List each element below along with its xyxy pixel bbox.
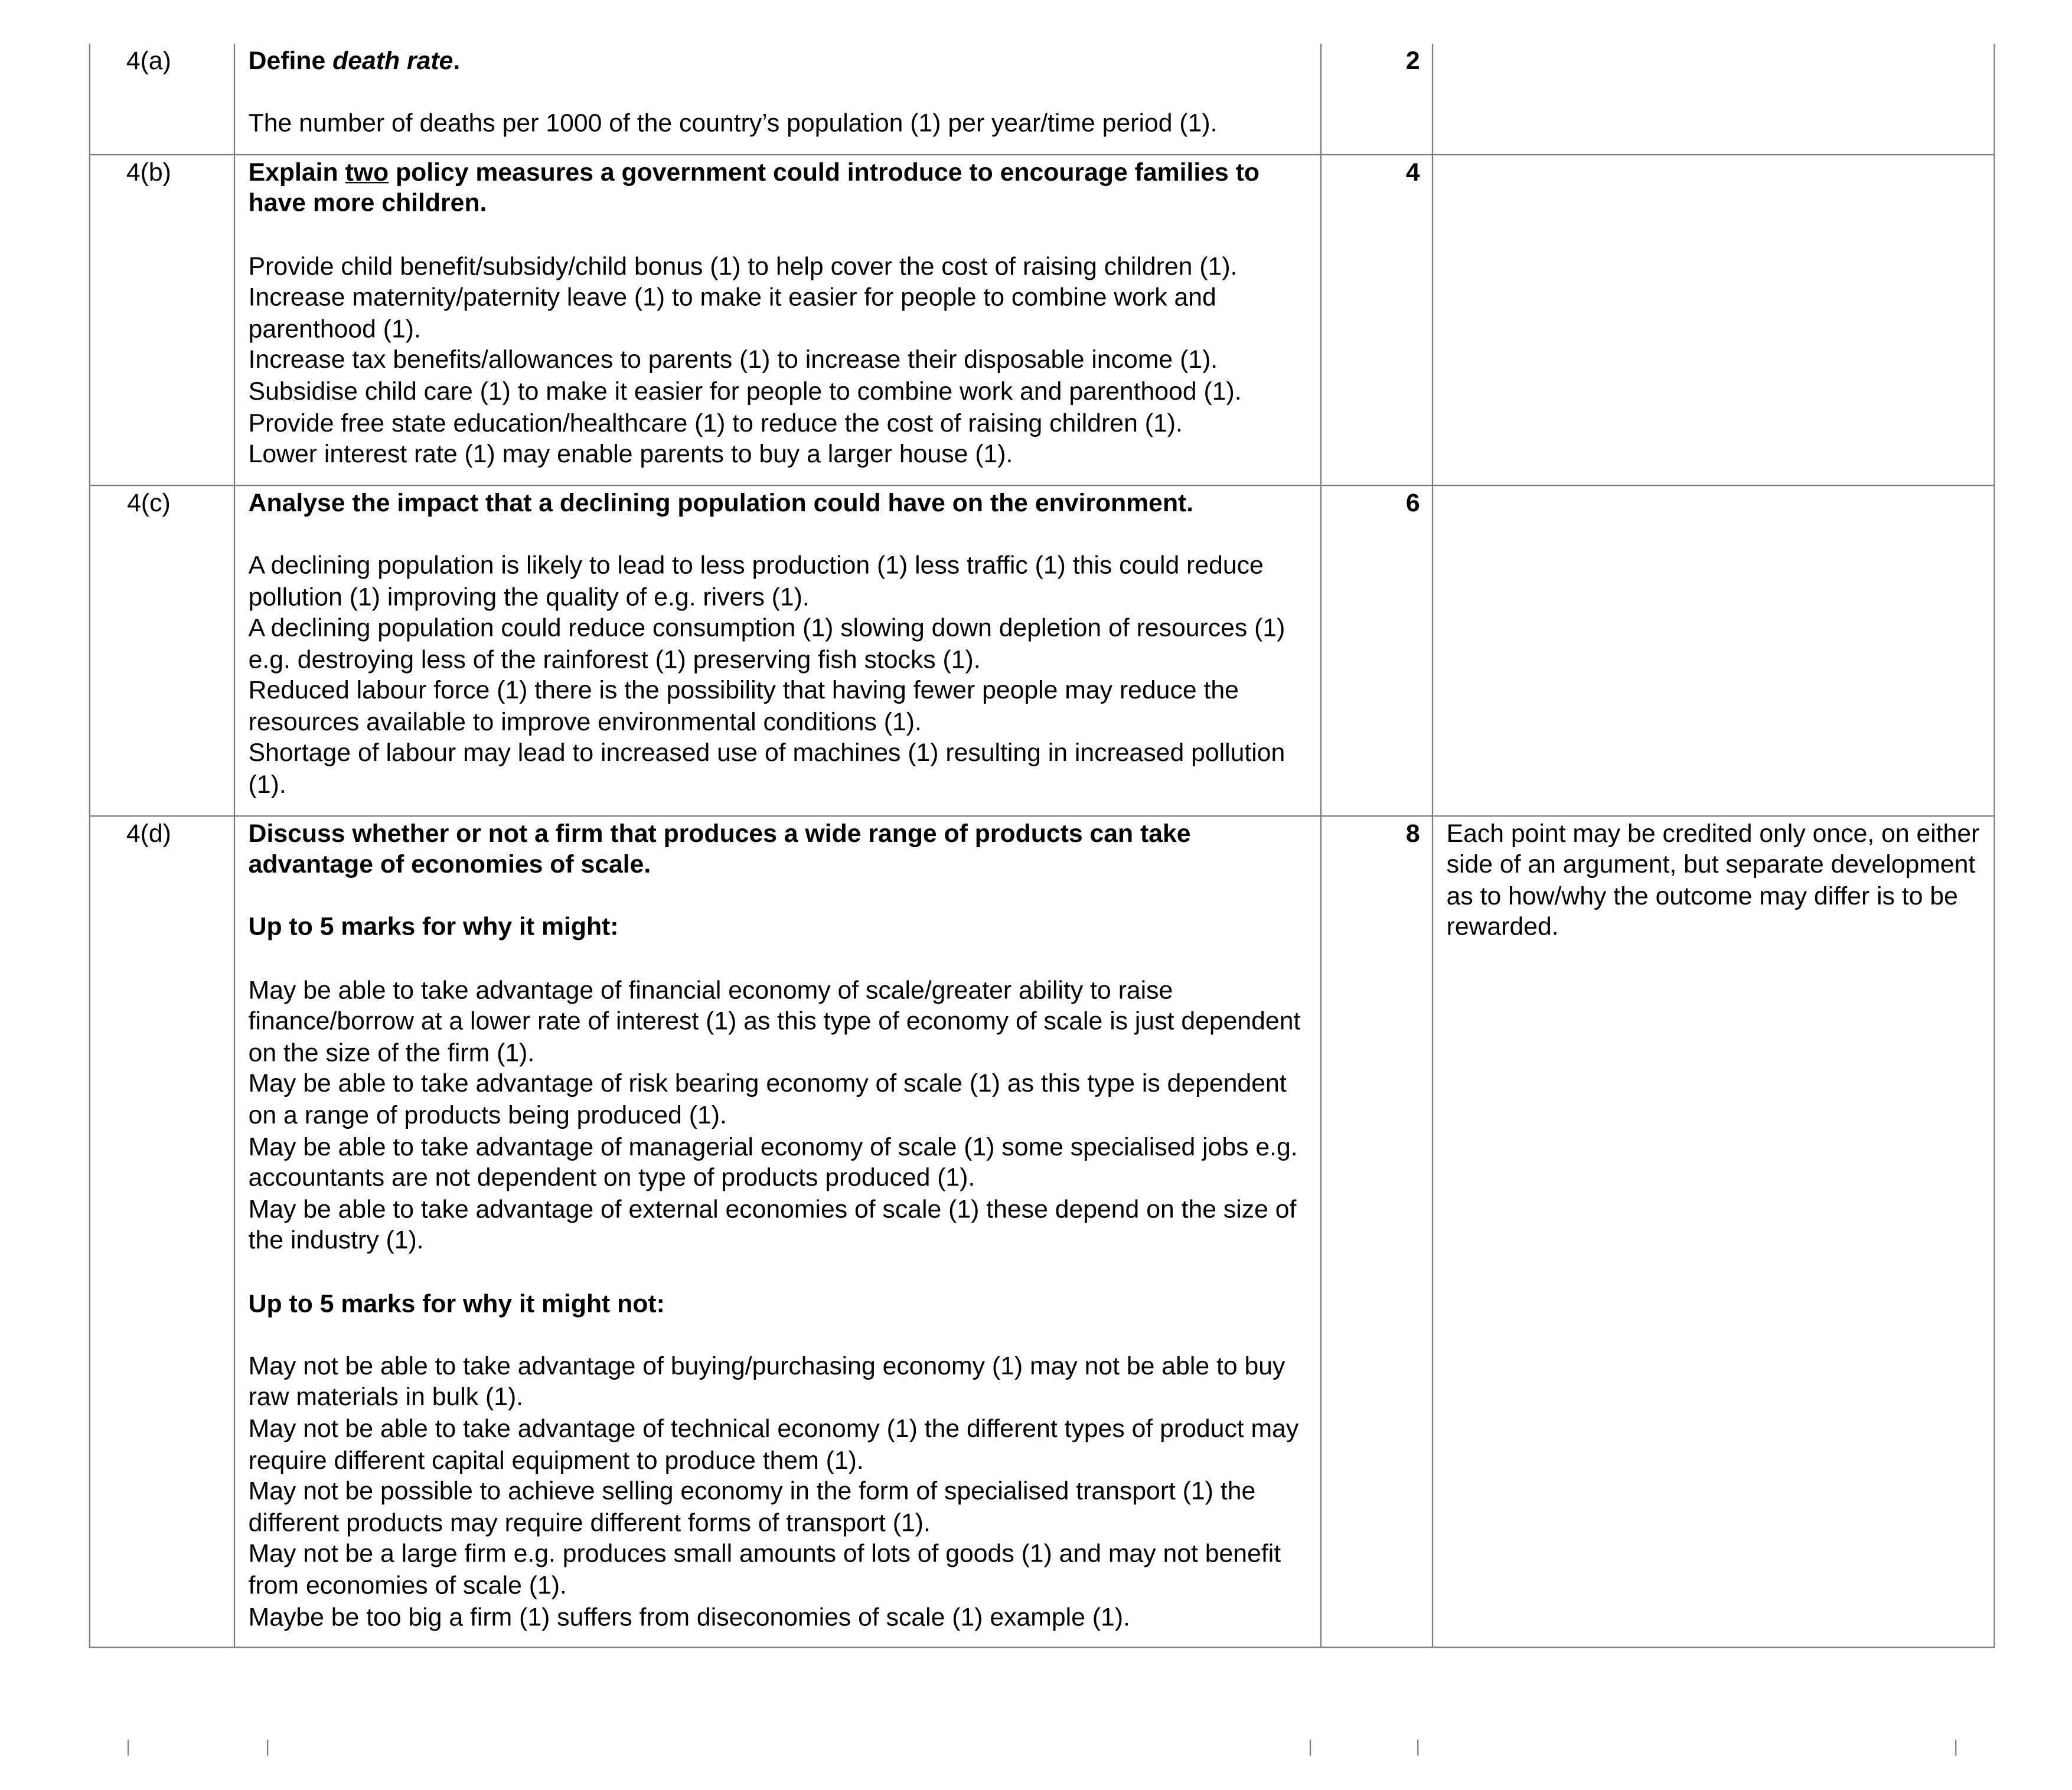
question-text: Analyse the impact that a declining population could have on the environment. [248,489,1194,518]
question-text: Discuss whether or not a firm that produces a wide range of products can take advantage of economies of scale. [248,820,1191,880]
guidance-cell [1433,44,1994,154]
answer-line: Reduced labour force (1) there is the possibility that having fewer people may reduce the resources available to improve environmental conditions (1). [248,677,1239,737]
answer-line: Increase tax benefits/allowances to parents (1) to increase their disposable income (1). [248,347,1218,375]
question-row-4b [90,155,1995,485]
divider-tick [128,1740,129,1756]
answer-line: The number of deaths per 1000 of the country’s population (1) per year/time period (1). [248,110,1218,139]
divider-tick [1955,1740,1956,1756]
guidance-cell: Each point may be credited only once, on either side of an argument, but separate development as to how/why the outcome may differ is to be rewarded. [1433,815,1994,1647]
answer-line: May not be able to take advantage of buying/purchasing economy (1) may not be able to buy raw materials in bulk (1). [248,1353,1285,1412]
question-number: 4(d) [90,815,234,1647]
marks-value: 8 [1321,815,1433,1647]
mark-scheme-table [89,44,1995,1648]
question-row-4d [90,815,1995,1647]
answer-cell [234,815,1321,1647]
question-number: 4(c) [90,485,234,816]
answer-line: A declining population is likely to lead to less production (1) less traffic (1) this could reduce pollution (1) improving the quality of e.g. rivers (1). [248,552,1264,612]
marks-value: 6 [1321,485,1433,816]
section-heading-might: Up to 5 marks for why it might: [248,914,619,942]
answer-line: May be able to take advantage of managerial economy of scale (1) some specialised jobs e.g. accountants are not dependent on type of products produced (1). [248,1134,1298,1193]
answer-cell [234,485,1321,816]
divider-tick [267,1740,268,1756]
divider-tick [1310,1740,1311,1756]
underlined-term: two [345,159,389,187]
emphasised-term: death rate [332,47,453,76]
answer-line: May not be possible to achieve selling economy in the form of specialised transport (1) the different products may require different forms of transport (1). [248,1478,1256,1538]
answer-line: Lower interest rate (1) may enable parents to buy a larger house (1). [248,441,1013,469]
answer-cell [234,155,1321,485]
question-number: 4(b) [90,155,234,485]
guidance-cell [1433,155,1994,485]
answer-line: Provide child benefit/subsidy/child bonus (1) to help cover the cost of raising children (1). [248,253,1238,281]
marks-value: 2 [1321,44,1433,154]
answer-line: A declining population could reduce consumption (1) slowing down depletion of resources (1) e.g. destroying less of the rainforest (1) preserving fish stocks (1). [248,615,1285,674]
answer-line: May be able to take advantage of financial economy of scale/greater ability to raise finance/borrow at a lower rate of interest (1) as this type of economy of scale is just dependent on the size of the firm (1). [248,976,1301,1068]
answer-line: Subsidise child care (1) to make it easier for people to combine work and parenthood (1). [248,378,1242,407]
answer-line: May be able to take advantage of external economies of scale (1) these depend on the size of the industry (1). [248,1196,1297,1256]
question-number: 4(a) [90,44,234,154]
answer-cell [234,44,1321,154]
answer-line: Provide free state education/healthcare (1) to reduce the cost of raising children (1). [248,410,1183,438]
answer-line: May not be able to take advantage of technical economy (1) the different types of product may require different capital equipment to produce them (1). [248,1415,1299,1475]
question-text: Explain two policy measures a government could introduce to encourage families to have more children. [248,159,1259,218]
question-row-4c [90,485,1995,816]
answer-line: Shortage of labour may lead to increased use of machines (1) resulting in increased pollution (1). [248,740,1285,800]
divider-tick [1417,1740,1418,1756]
answer-line: May not be a large firm e.g. produces small amounts of lots of goods (1) and may not benefit from economies of scale (1). [248,1541,1281,1600]
question-text: Define death rate. [248,47,461,76]
guidance-cell [1433,485,1994,816]
answer-line: May be able to take advantage of risk bearing economy of scale (1) as this type is dependent on a range of products being produced (1). [248,1070,1287,1131]
section-heading-might-not: Up to 5 marks for why it might not: [248,1290,665,1318]
marks-value: 4 [1321,155,1433,485]
page-break-ticks [0,1740,2072,1756]
answer-line: Maybe be too big a firm (1) suffers from diseconomies of scale (1) example (1). [248,1603,1130,1632]
answer-line: Increase maternity/paternity leave (1) to make it easier for people to combine work and parenthood (1). [248,284,1216,344]
question-row-4a [90,44,1995,154]
